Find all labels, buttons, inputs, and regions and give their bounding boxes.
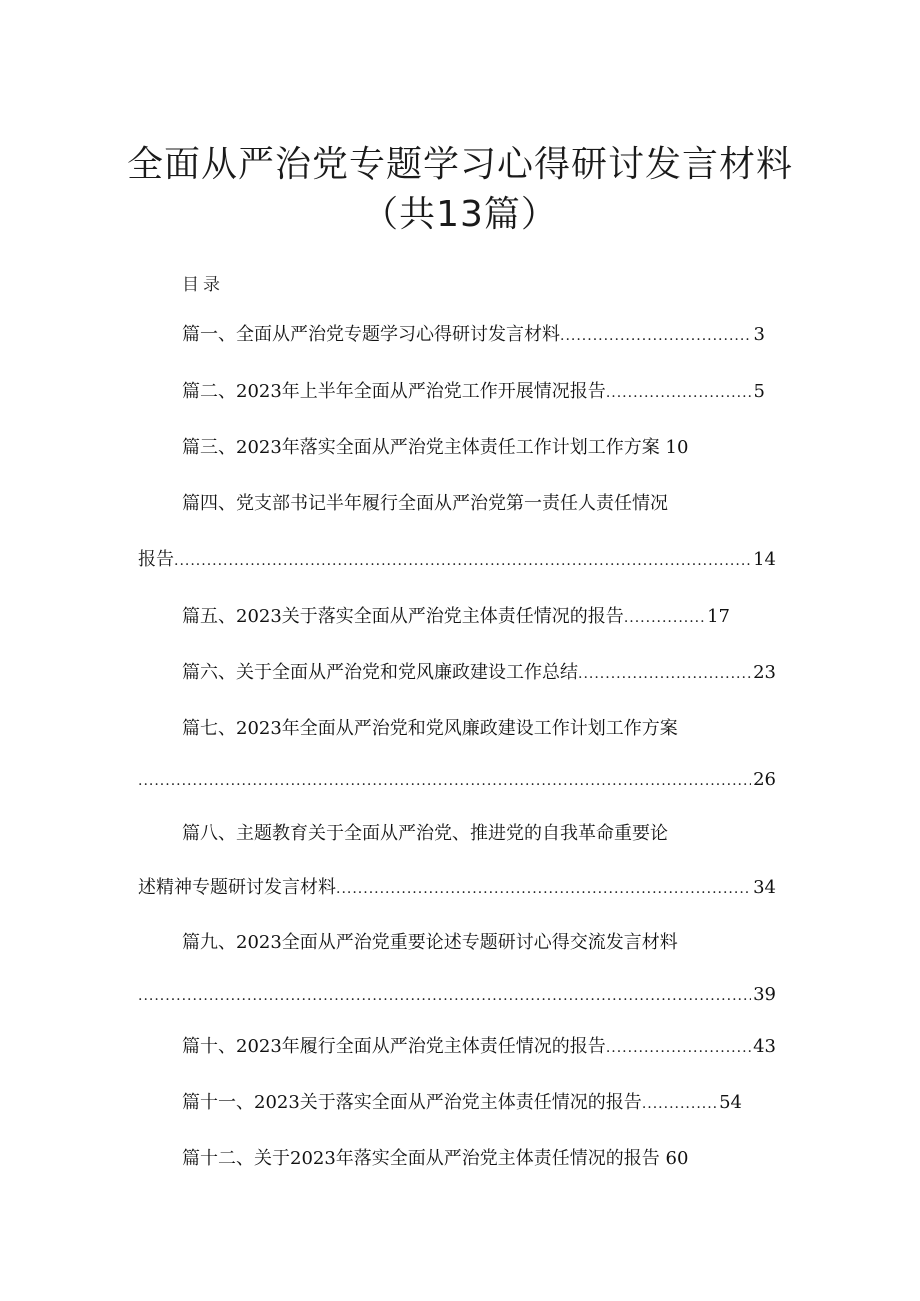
toc-entry-page: 34: [753, 877, 776, 898]
toc-entry-7-line1[interactable]: 篇七、2023年全面从严治党和党风廉政建设工作计划工作方案: [182, 718, 678, 739]
toc-entry-title: 篇六、关于全面从严治党和党风廉政建设工作总结: [182, 662, 578, 683]
toc-entry-9-line2[interactable]: [138, 983, 776, 1007]
toc-entry-title: 篇五、2023关于落实全面从严治党主体责任情况的报告: [182, 606, 624, 627]
toc-entry-page: 23: [753, 662, 776, 683]
toc-entry-8-line1[interactable]: 篇八、主题教育关于全面从严治党、推进党的自我革命重要论: [182, 823, 668, 844]
toc-leader-dots: [138, 984, 751, 1008]
toc-leader-dots: [174, 549, 751, 573]
document-title: 全面从严治党专题学习心得研讨发言材料: [126, 144, 793, 185]
toc-entry-4-line1[interactable]: 篇四、党支部书记半年履行全面从严治党第一责任人责任情况: [182, 493, 668, 514]
toc-heading: 目录: [182, 275, 224, 295]
toc-entry-page: 43: [753, 1036, 776, 1057]
toc-leader-dots: [642, 1092, 717, 1116]
toc-entry-2[interactable]: [182, 380, 765, 404]
toc-entry-page: 3: [753, 324, 765, 345]
toc-entry-1[interactable]: [182, 323, 765, 347]
toc-entry-4-line2[interactable]: [138, 548, 776, 572]
toc-entry-title: 篇十一、2023关于落实全面从严治党主体责任情况的报告: [182, 1092, 642, 1113]
toc-entry-title: 篇一、全面从严治党专题学习心得研讨发言材料: [182, 324, 560, 345]
toc-entry-title: 篇二、2023年上半年全面从严治党工作开展情况报告: [182, 381, 606, 402]
toc-entry-11[interactable]: [182, 1091, 742, 1115]
toc-entry-10[interactable]: [182, 1035, 776, 1059]
document-subtitle: （共13篇）: [362, 194, 558, 235]
toc-leader-dots: [606, 381, 752, 405]
toc-entry-9-line1[interactable]: 篇九、2023全面从严治党重要论述专题研讨心得交流发言材料: [182, 932, 678, 953]
toc-entry-page: 17: [707, 606, 730, 627]
toc-leader-dots: [624, 606, 705, 630]
toc-entry-8-line2[interactable]: [138, 876, 776, 900]
toc-leader-dots: [560, 324, 752, 348]
toc-entry-page: 26: [753, 769, 776, 790]
toc-entry-title: 篇十、2023年履行全面从严治党主体责任情况的报告: [182, 1036, 606, 1057]
toc-entry-3[interactable]: 篇三、2023年落实全面从严治党主体责任工作计划工作方案 10: [182, 437, 689, 458]
toc-entry-page: 14: [753, 549, 776, 570]
toc-leader-dots: [138, 769, 751, 793]
toc-entry-7-line2[interactable]: [138, 768, 776, 792]
toc-entry-page: 39: [753, 984, 776, 1005]
toc-entry-title: 述精神专题研讨发言材料: [138, 877, 336, 898]
toc-entry-6[interactable]: [182, 661, 776, 685]
toc-entry-title: 报告: [138, 549, 174, 570]
toc-entry-page: 5: [753, 381, 765, 402]
toc-leader-dots: [336, 877, 751, 901]
toc-entry-5[interactable]: [182, 605, 730, 629]
toc-leader-dots: [578, 662, 751, 686]
toc-entry-page: 54: [719, 1092, 742, 1113]
toc-leader-dots: [606, 1036, 751, 1060]
toc-entry-12[interactable]: 篇十二、关于2023年落实全面从严治党主体责任情况的报告 60: [182, 1148, 689, 1169]
